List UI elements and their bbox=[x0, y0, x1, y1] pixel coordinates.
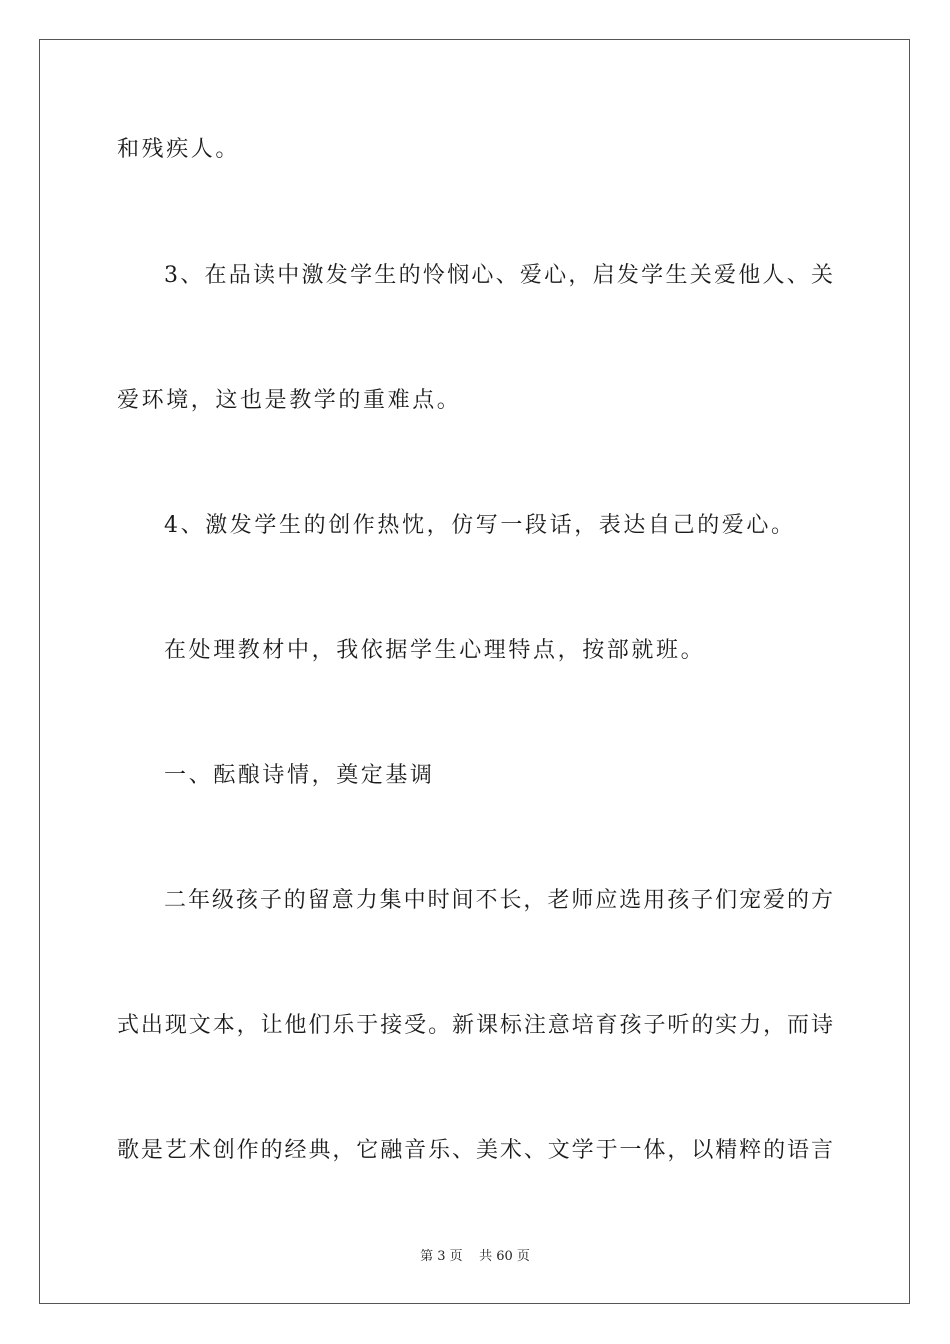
text-line: 3、在品读中激发学生的怜悯心、爱心，启发学生关爱他人、关 bbox=[164, 263, 833, 288]
page-number-footer: 第 3 页 共 60 页 bbox=[420, 1249, 530, 1264]
text-line: 歌是艺术创作的经典，它融音乐、美术、文学于一体，以精粹的语言 bbox=[117, 1138, 833, 1163]
text-line: 在处理教材中，我依据学生心理特点，按部就班。 bbox=[164, 638, 706, 663]
text-line: 二年级孩子的留意力集中时间不长，老师应选用孩子们宠爱的方 bbox=[164, 888, 833, 913]
text-line: 和残疾人。 bbox=[117, 137, 241, 162]
page-border bbox=[39, 39, 910, 1304]
text-line: 4、激发学生的创作热忱，仿写一段话，表达自己的爱心。 bbox=[164, 513, 796, 538]
section-heading: 一、酝酿诗情，奠定基调 bbox=[164, 763, 435, 788]
text-line: 式出现文本，让他们乐于接受。新课标注意培育孩子听的实力，而诗 bbox=[117, 1013, 833, 1038]
text-line: 爱环境，这也是教学的重难点。 bbox=[117, 388, 462, 413]
